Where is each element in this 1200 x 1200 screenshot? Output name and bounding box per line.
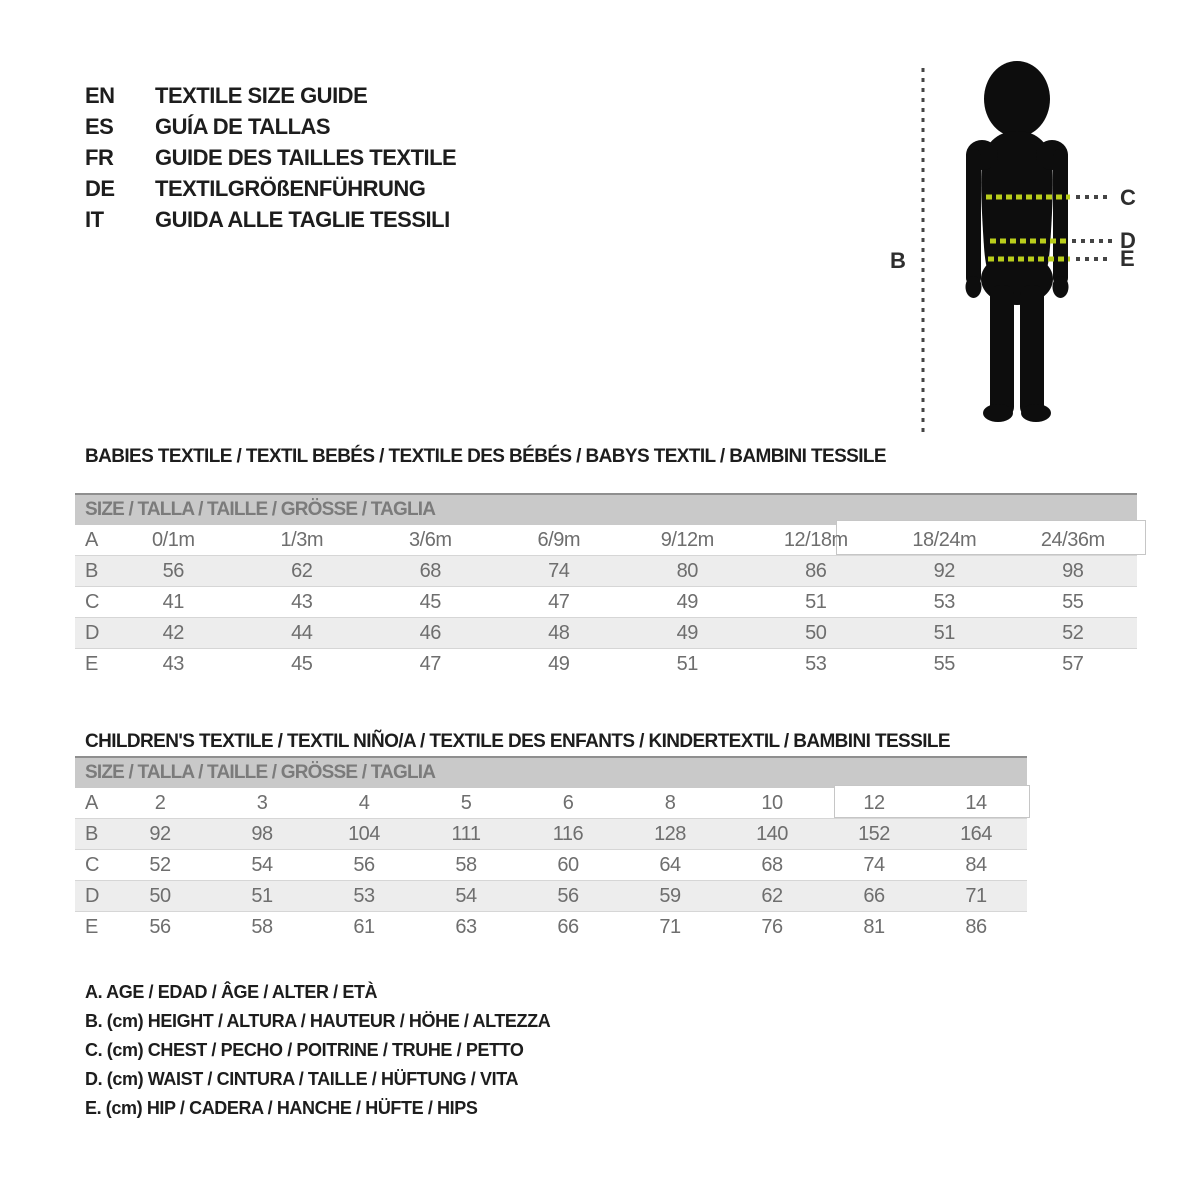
size-cell: 116 — [517, 819, 619, 850]
size-cell: 152 — [823, 819, 925, 850]
size-cell: 8 — [664, 791, 676, 814]
size-cell: 51 — [752, 587, 881, 618]
size-cell: 66 — [823, 881, 925, 912]
size-cell: 55 — [1009, 587, 1138, 618]
row-label: B — [75, 819, 109, 850]
table-row — [75, 912, 1027, 943]
size-cell: 50 — [109, 881, 211, 912]
size-cell: 18/24m — [912, 528, 977, 551]
size-cell: 50 — [752, 618, 881, 649]
size-cell: 56 — [109, 912, 211, 943]
size-cell: 92 — [880, 556, 1009, 587]
size-cell: 10 — [761, 791, 783, 814]
measurement-legend — [85, 982, 550, 1127]
label-chest-c: C — [1120, 185, 1136, 210]
size-cell: 51 — [880, 618, 1009, 649]
lang-code: ES — [85, 113, 114, 139]
legend-waist: D. (cm) WAIST / CINTURA / TAILLE / HÜFTUNG / VITA — [85, 1069, 519, 1089]
size-cell: 24/36m — [1040, 528, 1105, 551]
size-cell: 76 — [721, 912, 823, 943]
children-section-title: CHILDREN'S TEXTILE / TEXTIL NIÑO/A / TEXTILE DES ENFANTS / KINDERTEXTIL / BAMBINI TESSILE — [85, 731, 950, 752]
size-cell: 6 — [562, 791, 574, 814]
size-cell: 58 — [211, 912, 313, 943]
size-cell: 48 — [495, 618, 624, 649]
size-cell: 49 — [495, 649, 624, 680]
table-row — [75, 850, 1027, 881]
lang-code: FR — [85, 144, 114, 170]
size-cell: 74 — [823, 850, 925, 881]
size-cell: 53 — [880, 587, 1009, 618]
size-cell: 3/6m — [409, 528, 452, 551]
size-cell: 59 — [619, 881, 721, 912]
legend-height: B. (cm) HEIGHT / ALTURA / HAUTEUR / HÖHE / ALTEZZA — [85, 1011, 551, 1031]
size-cell: 44 — [238, 618, 367, 649]
size-cell: 74 — [495, 556, 624, 587]
size-cell: 56 — [109, 556, 238, 587]
table-row — [75, 819, 1027, 850]
row-label: C — [75, 850, 109, 881]
babies-size-header-bar: SIZE / TALLA / TAILLE / GRÖSSE / TAGLIA — [75, 493, 1137, 525]
size-cell: 1/3m — [280, 528, 323, 551]
size-cell: 51 — [211, 881, 313, 912]
lang-row-fr — [85, 142, 456, 173]
row-label: D — [75, 881, 109, 912]
size-cell: 41 — [109, 587, 238, 618]
lang-title: GUIDA ALLE TAGLIE TESSILI — [155, 206, 450, 232]
size-cell: 47 — [366, 649, 495, 680]
row-label: A — [85, 791, 98, 814]
table-row — [75, 618, 1137, 649]
row-label: E — [75, 912, 109, 943]
size-cell: 62 — [238, 556, 367, 587]
size-cell: 56 — [517, 881, 619, 912]
size-cell: 14 — [965, 791, 987, 814]
size-cell: 49 — [623, 618, 752, 649]
row-label: D — [75, 618, 109, 649]
size-cell: 52 — [1009, 618, 1138, 649]
size-cell: 49 — [623, 587, 752, 618]
lang-code: IT — [85, 206, 104, 232]
table-row — [75, 881, 1027, 912]
size-cell: 57 — [1009, 649, 1138, 680]
size-cell: 47 — [495, 587, 624, 618]
size-cell: 80 — [623, 556, 752, 587]
size-cell: 71 — [619, 912, 721, 943]
legend-age: A. AGE / EDAD / ÂGE / ALTER / ETÀ — [85, 982, 378, 1002]
lang-row-de — [85, 173, 456, 204]
lang-title: GUÍA DE TALLAS — [155, 113, 331, 139]
size-cell: 68 — [721, 850, 823, 881]
label-hip-e: E — [1120, 246, 1135, 271]
size-cell: 9/12m — [660, 528, 714, 551]
lang-code: DE — [85, 175, 115, 201]
size-cell: 64 — [619, 850, 721, 881]
size-cell: 43 — [238, 587, 367, 618]
row-label: A — [85, 528, 98, 551]
size-cell: 58 — [415, 850, 517, 881]
size-cell: 54 — [415, 881, 517, 912]
size-cell: 45 — [238, 649, 367, 680]
table-row — [75, 587, 1137, 618]
table-row — [75, 525, 1137, 556]
lang-row-en — [85, 80, 456, 111]
size-cell: 12/18m — [783, 528, 848, 551]
legend-hip: E. (cm) HIP / CADERA / HANCHE / HÜFTE / HIPS — [85, 1098, 478, 1118]
row-label: C — [75, 587, 109, 618]
size-cell: 86 — [752, 556, 881, 587]
size-cell: 45 — [366, 587, 495, 618]
lang-title: TEXTILGRÖßENFÜHRUNG — [155, 175, 426, 201]
size-cell: 42 — [109, 618, 238, 649]
size-cell: 5 — [460, 791, 472, 814]
lang-code: EN — [85, 82, 115, 108]
size-cell: 43 — [109, 649, 238, 680]
size-cell: 53 — [313, 881, 415, 912]
size-cell: 71 — [925, 881, 1027, 912]
size-cell: 128 — [619, 819, 721, 850]
size-cell: 68 — [366, 556, 495, 587]
children-size-table — [75, 756, 1027, 942]
children-size-header-bar: SIZE / TALLA / TAILLE / GRÖSSE / TAGLIA — [75, 756, 1027, 788]
size-cell: 46 — [366, 618, 495, 649]
size-cell: 92 — [109, 819, 211, 850]
size-cell: 140 — [721, 819, 823, 850]
size-cell: 62 — [721, 881, 823, 912]
table-row — [75, 649, 1137, 680]
size-cell: 61 — [313, 912, 415, 943]
size-cell: 104 — [313, 819, 415, 850]
size-cell: 164 — [925, 819, 1027, 850]
size-cell: 4 — [358, 791, 370, 814]
size-cell: 6/9m — [537, 528, 580, 551]
lang-row-it — [85, 204, 456, 235]
size-cell: 2 — [154, 791, 166, 814]
size-cell: 86 — [925, 912, 1027, 943]
size-cell: 98 — [1009, 556, 1138, 587]
size-cell: 84 — [925, 850, 1027, 881]
size-cell: 63 — [415, 912, 517, 943]
lang-title: GUIDE DES TAILLES TEXTILE — [155, 144, 457, 170]
size-cell: 54 — [211, 850, 313, 881]
label-height-b: B — [890, 248, 906, 273]
size-cell: 12 — [863, 791, 885, 814]
size-cell: 55 — [880, 649, 1009, 680]
size-cell: 3 — [256, 791, 268, 814]
size-cell: 52 — [109, 850, 211, 881]
size-cell: 111 — [415, 819, 517, 850]
size-cell: 66 — [517, 912, 619, 943]
size-cell: 81 — [823, 912, 925, 943]
table-row — [75, 556, 1137, 587]
label-waist-d: D — [1120, 228, 1136, 253]
size-cell: 0/1m — [152, 528, 195, 551]
language-header — [85, 80, 456, 235]
size-cell: 51 — [623, 649, 752, 680]
size-cell: 53 — [752, 649, 881, 680]
legend-chest: C. (cm) CHEST / PECHO / POITRINE / TRUHE / PETTO — [85, 1040, 524, 1060]
lang-title: TEXTILE SIZE GUIDE — [155, 82, 368, 108]
lang-row-es — [85, 111, 456, 142]
table-row — [75, 788, 1027, 819]
row-label: E — [75, 649, 109, 680]
babies-section-title: BABIES TEXTILE / TEXTIL BEBÉS / TEXTILE DES BÉBÉS / BABYS TEXTIL / BAMBINI TESSILE — [85, 446, 886, 467]
row-label: B — [75, 556, 109, 587]
size-cell: 60 — [517, 850, 619, 881]
size-cell: 98 — [211, 819, 313, 850]
size-cell: 56 — [313, 850, 415, 881]
